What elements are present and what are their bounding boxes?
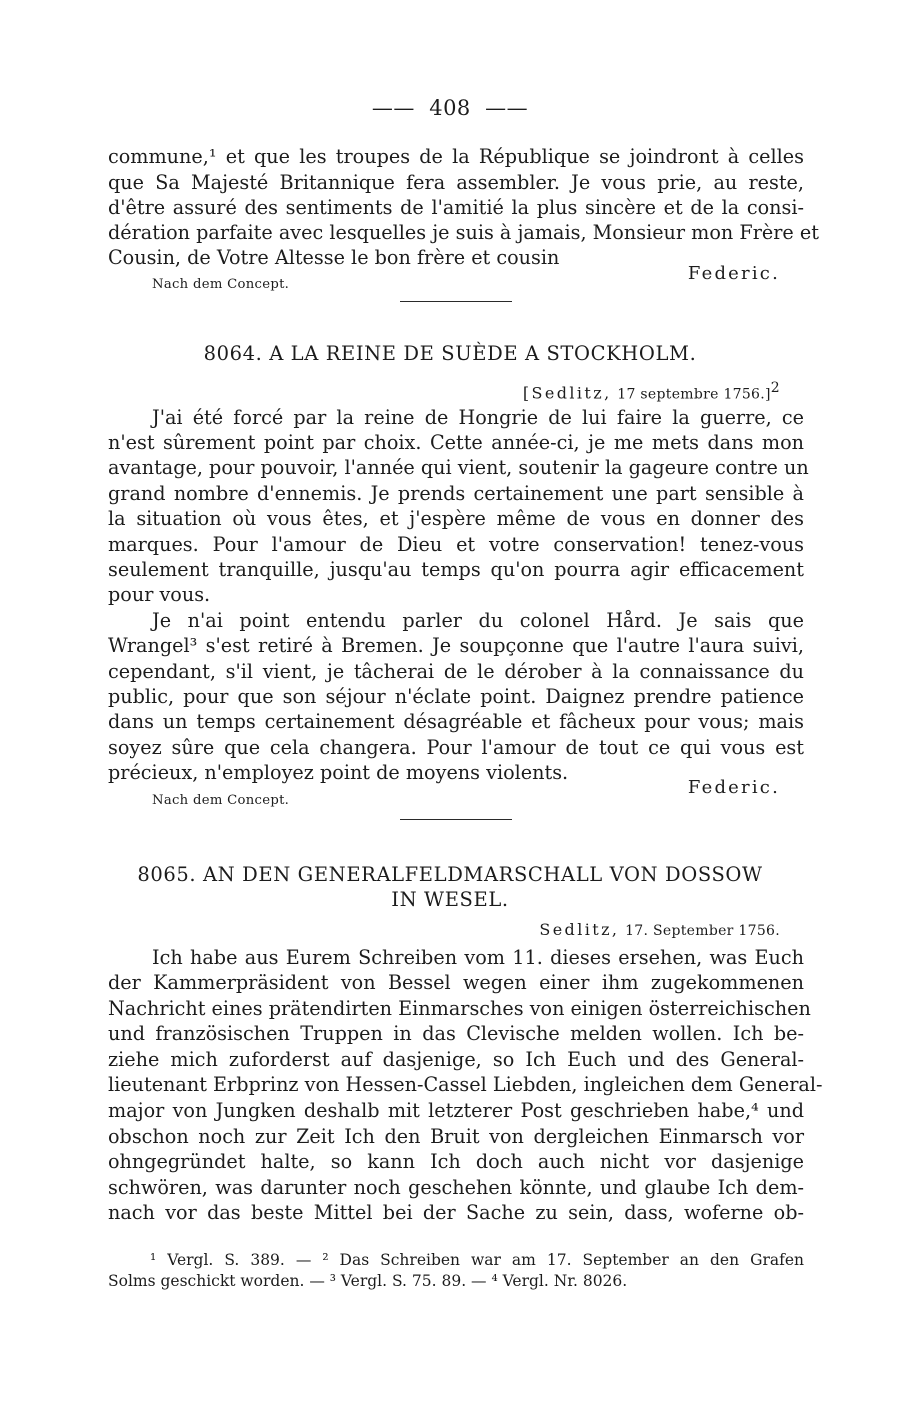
page-number: 408 [429,96,471,120]
letter-8065-line-7: major von Jungken deshalb mit letzterer Post geschrieben habe,⁴ und [108,1099,804,1122]
letter-8064-date-footnote-ref: 2 [770,380,780,396]
letter-8065-line-9: ohngegründet halte, so kann Ich doch auch nicht vor dasjenige [108,1150,804,1173]
letter-8065-dateline [539,919,780,942]
footnote-line-1: ¹ Vergl. S. 389. — ² Das Schreiben war am 17. September an den Grafen [150,1251,804,1269]
letter-8065-heading-line-2: IN WESEL. [391,888,509,911]
letter-8064-line-1: J'ai été forcé par la reine de Hongrie de lui faire la guerre, ce [152,406,804,429]
letter-8064-line-15: précieux, n'employez point de moyens violents. [108,761,569,784]
letter-8064-line-10: Wrangel³ s'est retiré à Bremen. Je soupçonne que l'autre l'aura suivi, [108,634,804,657]
letter-8065-line-5: ziehe mich zuforderst auf dasjenige, so Ich Euch und des General- [108,1048,804,1071]
letter-8064-line-6: marques. Pour l'amour de Dieu et votre conservation! tenez-vous [108,533,804,556]
letter-8065-line-10: schwören, was darunter noch geschehen könnte, und glaube Ich dem- [108,1176,804,1199]
letter-8064-line-3: avantage, pour pouvoir, l'année qui vient, soutenir la gageure contre un [108,456,809,479]
letter-8065-heading-line-1: 8065. AN DEN GENERALFELDMARSCHALL VON DOSSOW [137,863,763,886]
letter-8064-signature: Federic. [687,777,780,798]
letter-8065-line-3: Nachricht eines prätendirten Einmarsches von einigen österreichischen [108,997,811,1020]
page-header [0,94,900,122]
letter-8064-date-place: [Sedlitz, [522,383,612,403]
top-letter-line-3: d'être assuré des sentiments de l'amitié la plus sincère et de la consi- [108,196,804,219]
letter-8064-line-11: cependant, s'il vient, je tâcherai de le dérober à la connaissance du [108,660,804,683]
letter-8064-line-2: n'est sûrement point par choix. Cette année-ci, je me mets dans mon [108,431,804,454]
top-letter-line-1: commune,¹ et que les troupes de la République se joindront à celles [108,145,804,168]
letter-8064-line-13: dans un temps certainement désagréable et fâcheux pour vous; mais [108,710,804,733]
letter-8065-line-4: und französischen Truppen in das Clevische melden wollen. Ich be- [108,1022,804,1045]
top-letter-line-2: que Sa Majesté Britannique fera assembler. Je vous prie, au reste, [108,171,804,194]
letter-8064-line-4: grand nombre d'ennemis. Je prends certainement une part sensible à [108,482,804,505]
section-divider-2 [400,819,512,820]
letter-8065-line-8: obschon noch zur Zeit Ich den Bruit von dergleichen Einmarsch vor [108,1125,804,1148]
letter-8064-line-14: soyez sûre que cela changera. Pour l'amour de tout ce qui vous est [108,736,804,759]
letter-8064-line-12: public, pour que son séjour n'éclate point. Daignez prendre patience [108,685,804,708]
letter-8065-date: 17. September 1756. [625,923,780,939]
letter-8064-line-9: Je n'ai point entendu parler du colonel Hård. Je sais que [152,609,804,632]
letter-8065-line-2: der Kammerpräsident von Bessel wegen einer ihm zugekommenen [108,971,804,994]
top-letter-signature: Federic. [687,263,780,284]
top-letter-source: Nach dem Concept. [152,277,290,292]
section-divider-1 [400,301,512,302]
letter-8065-date-place: Sedlitz, [539,920,620,939]
letter-8064-line-7: seulement tranquille, jusqu'au temps qu'on pourra agir efficacement [108,558,804,581]
dash-left: —— [371,96,430,120]
dash-right: —— [470,96,529,120]
letter-8064-line-5: la situation où vous êtes, et j'espère même de vous en donner des [108,507,804,530]
top-letter-line-4: dération parfaite avec lesquelles je suis à jamais, Monsieur mon Frère et [108,221,819,244]
letter-8064-date: 17 septembre 1756.] [617,386,771,403]
letter-8065-line-11: nach vor das beste Mittel bei der Sache zu sein, dass, woferne ob- [108,1201,804,1224]
letter-8064-heading: 8064. A LA REINE DE SUÈDE A STOCKHOLM. [203,342,697,365]
letter-8065-line-1: Ich habe aus Eurem Schreiben vom 11. dieses ersehen, was Euch [152,946,804,969]
top-letter-line-5: Cousin, de Votre Altesse le bon frère et cousin [108,246,560,269]
letter-8064-source: Nach dem Concept. [152,793,290,808]
letter-8065-line-6: lieutenant Erbprinz von Hessen-Cassel Liebden, ingleichen dem General- [108,1073,823,1096]
footnote-line-2: Solms geschickt worden. — ³ Vergl. S. 75. 89. — ⁴ Vergl. Nr. 8026. [108,1272,628,1290]
letter-8064-dateline [523,377,780,405]
letter-8064-line-8: pour vous. [108,583,211,606]
